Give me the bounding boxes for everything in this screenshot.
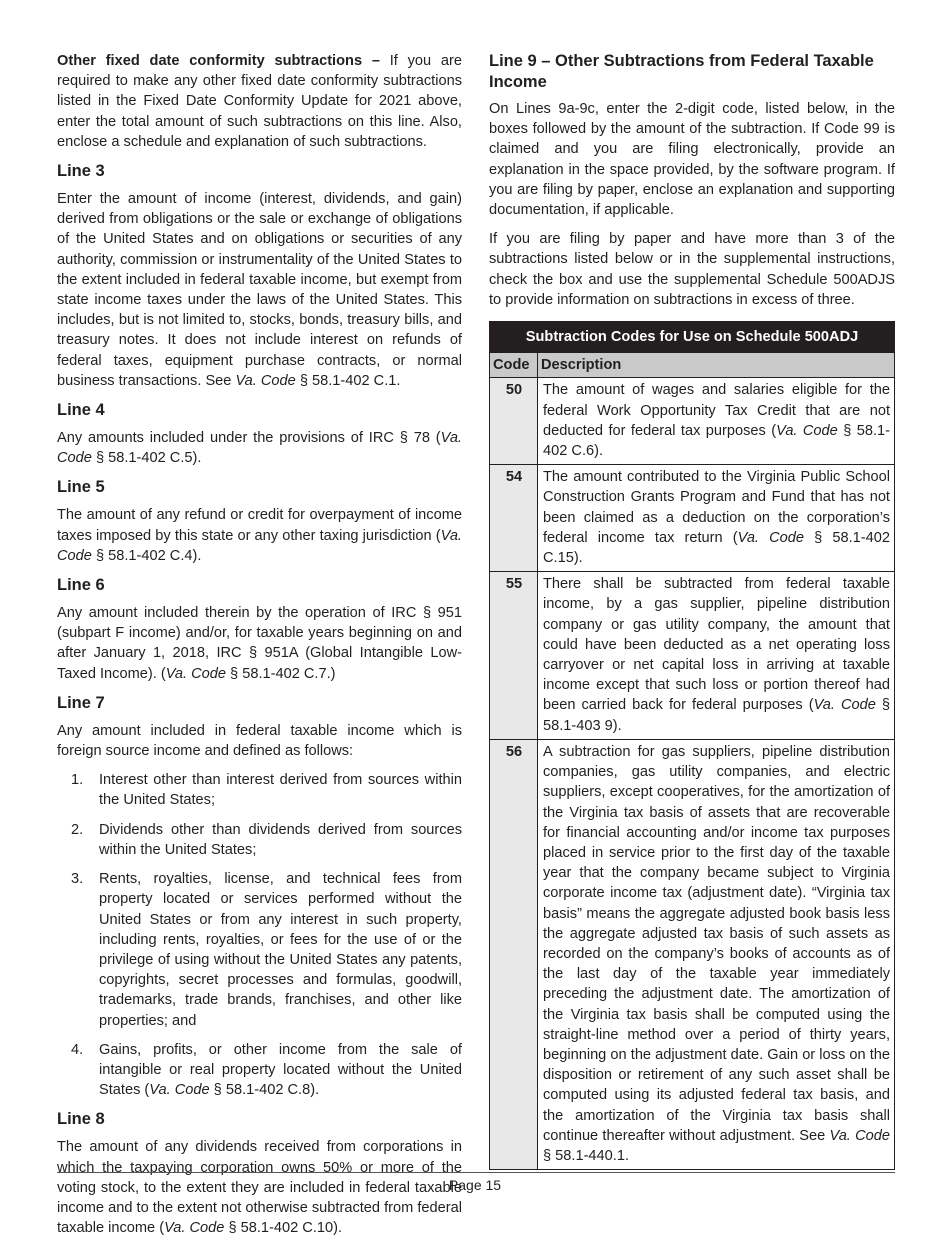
list-text — [99, 770, 462, 810]
other-fixed-date-paragraph — [57, 51, 462, 152]
table-row — [490, 378, 895, 465]
list-text — [99, 1040, 462, 1101]
text-segment: § 58.1-403 9). — [543, 697, 890, 734]
footer-divider — [57, 1172, 895, 1173]
line9-text — [489, 99, 895, 220]
text-segment: Rents, royalties, license, and technical fees from property located or services performed without the United States or from any interest in such property, including rents, royalties, or fees for the use of or the privilege of using without the United States any patents, copyrights, secret processes and formulas, goodwill, trademarks, trade brands, franchises, and other like properties; and — [99, 871, 462, 1029]
text-segment: Any amounts included under the provisions of IRC § 78 ( — [57, 430, 441, 447]
list-item — [57, 770, 462, 810]
description-cell — [538, 465, 895, 572]
citation-italic: Va. Code — [235, 372, 296, 389]
citation-italic: Va. Code — [164, 1220, 225, 1237]
description-column-header: Description — [538, 353, 895, 378]
paper-filing-text — [489, 229, 895, 310]
citation-italic: Va. Code — [149, 1082, 210, 1099]
text-segment: § 58.1-402 C.10). — [224, 1220, 343, 1237]
text-segment: § 58.1-440.1. — [543, 1147, 630, 1164]
text-segment: Dividends other than dividends derived from sources within the United States; — [99, 821, 462, 858]
citation-italic: Va. Code — [57, 430, 462, 467]
text-segment: § 58.1-402 C.8). — [209, 1082, 320, 1099]
text-segment: If you are filing by paper and have more than 3 of the subtractions listed below or in the supplemental instructions, check the box and use the supplemental Schedule 500ADJS to provide information on subtractions in excess of three. — [489, 231, 895, 308]
list-number: 4. — [71, 1041, 84, 1058]
line4-text — [57, 428, 462, 468]
line3-text — [57, 189, 462, 391]
list-item — [57, 820, 462, 860]
text-segment: If you are required to make any other fixed date conformity subtractions listed in the Fixed Date Conformity Update for 2021 above, enter the total amount of such subtractions on this line. Also, enclose a schedule and explanation of such subtractions. — [57, 53, 462, 150]
line8-heading: Line 8 — [57, 1110, 105, 1129]
code-cell: 56 — [490, 739, 538, 1169]
line6-heading: Line 6 — [57, 576, 105, 595]
text-segment: Interest other than interest derived from sources within the United States; — [99, 772, 462, 809]
code-cell: 50 — [490, 378, 538, 465]
description-cell — [538, 378, 895, 465]
text-segment: The amount of wages and salaries eligible for the federal Work Opportunity Tax Credit that are not deducted for federal tax purposes ( — [543, 382, 890, 439]
list-number: 3. — [71, 871, 84, 888]
list-number: 1. — [71, 772, 84, 789]
list-text — [99, 869, 462, 1031]
text-segment: § 58.1-402 C.7.) — [226, 665, 336, 682]
text-segment: § 58.1-402 C.4). — [91, 547, 202, 564]
list-number: 2. — [71, 821, 84, 838]
text-segment: § 58.1-402 C.5). — [91, 450, 202, 467]
text-segment: The amount of any dividends received from corporations in which the taxpaying corporation owns 50% or more of the voting stock, to the extent they are included in federal taxable income and to the extent not otherwise subtracted from federal taxable income ( — [57, 1139, 462, 1237]
text-segment: § 58.1-402 C.6). — [543, 422, 890, 460]
description-cell — [538, 572, 895, 740]
code-cell: 55 — [490, 572, 538, 740]
line6-text — [57, 603, 462, 684]
citation-italic: Va. Code — [737, 529, 805, 546]
left-column — [57, 51, 462, 1247]
citation-italic: Va. Code — [165, 665, 226, 682]
citation-italic: Va. Code — [829, 1127, 890, 1144]
table-row — [490, 572, 895, 740]
text-segment: There shall be subtracted from federal taxable income, by a gas supplier, pipeline distribution company or gas utility company, the amount that could have been deducted as a net operating loss carryover or net capital loss in arriving at taxable income except that such loss or portion thereof had been carried back for federal purposes ( — [543, 576, 890, 714]
right-column — [489, 51, 895, 1170]
subtraction-codes-table — [489, 321, 895, 1170]
line4-heading: Line 4 — [57, 401, 105, 420]
text-segment: § 58.1-402 C.15). — [543, 529, 890, 567]
bold-lead-text: Other fixed date conformity subtractions – — [57, 53, 390, 69]
table-row — [490, 739, 895, 1169]
line5-text — [57, 505, 462, 566]
table-header-row — [490, 353, 895, 378]
line7-heading: Line 7 — [57, 693, 105, 712]
citation-italic: Va. Code — [57, 527, 462, 564]
text-segment: A subtraction for gas suppliers, pipeline distribution companies, gas utility companies, and electric suppliers, except cooperatives, for the amortization of the Virginia tax basis of assets that are recoverable for financial accounting and/or income tax purposes placed in service prior to the first day of the taxable year that the company became subject to Virginia corporate income tax (adjustment date). “Virginia tax basis” means the aggregate adjusted book basis less the aggregate adjusted tax basis of such assets as recorded on the company’s books of accounts as of the last day of the taxable year immediately preceding the adjustment date. The amortization of the Virginia tax basis shall be computed using the straight-line method over a period of thirty years, beginning on the adjustment date. Gain or loss on the disposition or retirement of any such asset shall be computed using its adjusted federal tax basis, and the amortization of the Virginia tax basis shall continue thereafter without adjustment. See — [543, 743, 890, 1144]
citation-italic: Va. Code — [813, 697, 876, 714]
citation-italic: Va. Code — [776, 422, 838, 439]
code-column-header: Code — [490, 353, 538, 378]
table-title: Subtraction Codes for Use on Schedule 500ADJ — [490, 322, 895, 353]
line7-list — [57, 770, 462, 1100]
line5-heading: Line 5 — [57, 478, 105, 497]
text-segment: § 58.1-402 C.1. — [295, 372, 401, 389]
line3-heading: Line 3 — [57, 162, 105, 181]
table-row — [490, 465, 895, 572]
line9-heading: Line 9 – Other Subtractions from Federal Taxable Income — [489, 52, 874, 91]
description-cell — [538, 739, 895, 1169]
text-segment: Gains, profits, or other income from the sale of intangible or real property located without the United States ( — [99, 1041, 462, 1099]
list-text — [99, 820, 462, 860]
text-segment: On Lines 9a-9c, enter the 2-digit code, listed below, in the boxes followed by the amount of the subtraction. If Code 99 is claimed and you are filing electronically, provide an explanation in the space provided, by the software program. If you are filing by paper, enclose an explanation and supporting documentation, if applicable. — [489, 101, 895, 219]
text-segment: Any amount included therein by the operation of IRC § 951 (subpart F income) and/or, for taxable years beginning on and after January 1, 2018, IRC § 951A (Global Intangible Low-Taxed Income). ( — [57, 605, 462, 682]
page-number: Page 15 — [448, 1177, 502, 1193]
text-segment: Any amount included in federal taxable income which is foreign source income and defined as follows: — [57, 722, 462, 760]
text-segment: The amount contributed to the Virginia Public School Construction Grants Program and Fund that has not been claimed as a deduction on the corporation’s federal income tax return ( — [543, 469, 890, 546]
text-segment: Enter the amount of income (interest, dividends, and gain) derived from obligations or the sale or exchange of obligations of the United States and on obligations or securities of any authority, commission or instrumentality of the United States to the extent included in federal taxable income, but exempt from state income taxes under the laws of the United States. This includes, but is not limited to, stocks, bonds, treasury bills, and treasury notes. It does not include interest on refunds of federal taxes, equipment purchase contracts, or normal business transactions. See — [57, 191, 462, 389]
list-item — [57, 1040, 462, 1101]
list-item — [57, 869, 462, 1031]
text-segment: The amount of any refund or credit for overpayment of income taxes imposed by this state or any other taxing jurisdiction ( — [57, 507, 462, 544]
code-cell: 54 — [490, 465, 538, 572]
line7-text — [57, 721, 462, 761]
